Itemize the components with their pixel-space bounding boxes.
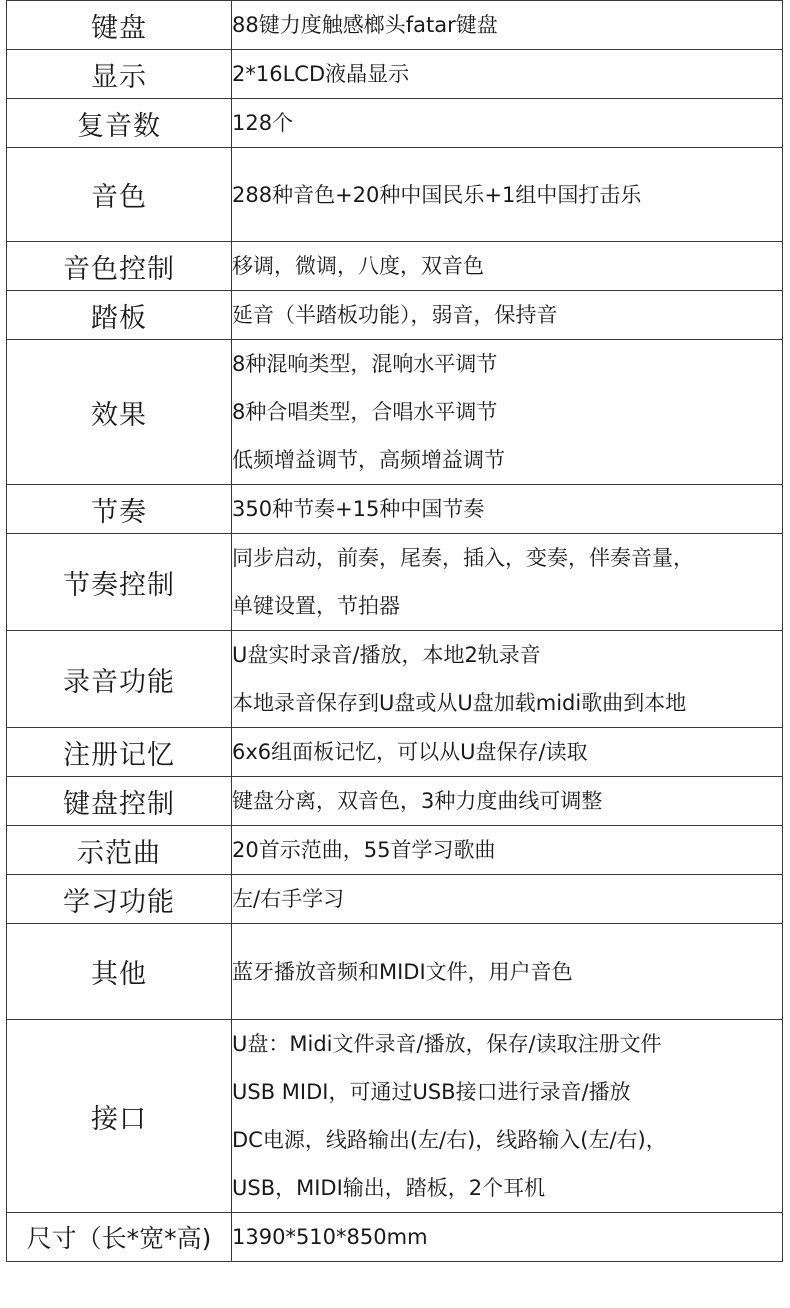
spec-value [232,1020,783,1213]
spec-value-line: 单键设置，节拍器 [232,594,400,618]
spec-label: 节奏控制 [7,534,232,631]
spec-row-pedals [7,291,783,340]
spec-label: 示范曲 [7,826,232,875]
spec-value-line: 蓝牙播放音频和MIDI文件，用户音色 [232,959,573,984]
spec-row-keyboard [7,1,783,50]
spec-row-display [7,50,783,99]
spec-value [232,728,783,777]
spec-value [232,340,783,485]
spec-value [232,826,783,875]
spec-label: 尺寸（长*宽*高) [7,1213,232,1262]
spec-value-line: 20首示范曲，55首学习歌曲 [232,838,496,862]
spec-label: 键盘 [7,1,232,50]
spec-row-dimensions [7,1213,783,1262]
spec-value-line: 延音（半踏板功能），弱音，保持音 [232,303,558,327]
spec-value [232,534,783,631]
spec-label: 学习功能 [7,875,232,924]
spec-label: 接口 [7,1020,232,1213]
spec-row-polyphony [7,99,783,148]
spec-row-registration [7,728,783,777]
spec-row-voices [7,148,783,242]
spec-row-interfaces [7,1020,783,1213]
spec-value-line: 88键力度触感榔头fatar键盘 [232,13,498,37]
spec-label: 注册记忆 [7,728,232,777]
spec-value [232,485,783,534]
spec-row-effects [7,340,783,485]
spec-value [232,291,783,340]
spec-label: 音色 [7,148,232,242]
spec-value [232,99,783,148]
spec-row-recording [7,631,783,728]
spec-label: 复音数 [7,99,232,148]
spec-row-rhythm [7,485,783,534]
spec-value [232,242,783,291]
spec-row-demo-songs [7,826,783,875]
spec-value-line: 本地录音保存到U盘或从U盘加载midi歌曲到本地 [232,691,687,715]
spec-value-line: 6x6组面板记忆，可以从U盘保存/读取 [232,740,588,764]
spec-value [232,924,783,1020]
spec-value-line: DC电源，线路输出(左/右)，线路输入(左/右)， [232,1128,667,1152]
spec-value-line: USB，MIDI输出，踏板，2个耳机 [232,1176,546,1200]
spec-row-other [7,924,783,1020]
spec-value-line: 128个 [232,111,294,135]
spec-value-line: 8种合唱类型，合唱水平调节 [232,400,498,424]
spec-value-line: 左/右手学习 [232,887,345,911]
spec-value-line: 键盘分离，双音色，3种力度曲线可调整 [232,789,603,813]
spec-value-line: 350种节奏+15种中国节奏 [232,497,485,521]
spec-row-voice-control [7,242,783,291]
spec-label: 显示 [7,50,232,99]
spec-row-rhythm-control [7,534,783,631]
spec-value [232,631,783,728]
spec-label: 踏板 [7,291,232,340]
spec-value-line: 1390*510*850mm [232,1225,428,1249]
spec-value-line: U盘：Midi文件录音/播放，保存/读取注册文件 [232,1032,662,1056]
spec-value [232,875,783,924]
spec-value-line: 低频增益调节，高频增益调节 [232,448,505,472]
spec-value-line: USB MIDI，可通过USB接口进行录音/播放 [232,1080,631,1104]
spec-value [232,1213,783,1262]
spec-row-learning [7,875,783,924]
spec-value [232,148,783,242]
spec-label: 效果 [7,340,232,485]
spec-label: 节奏 [7,485,232,534]
spec-row-keyboard-control [7,777,783,826]
spec-label: 键盘控制 [7,777,232,826]
spec-value [232,777,783,826]
spec-label: 录音功能 [7,631,232,728]
spec-value-line: 移调，微调，八度，双音色 [232,254,484,278]
spec-value-line: U盘实时录音/播放，本地2轨录音 [232,643,541,667]
spec-value-line: 8种混响类型，混响水平调节 [232,352,498,376]
spec-label: 音色控制 [7,242,232,291]
spec-value [232,1,783,50]
spec-value [232,50,783,99]
spec-label: 其他 [7,924,232,1020]
spec-value-line: 2*16LCD液晶显示 [232,62,410,86]
spec-table [6,0,783,1262]
spec-value-line: 288种音色+20种中国民乐+1组中国打击乐 [232,182,642,207]
spec-value-line: 同步启动，前奏，尾奏，插入，变奏，伴奏音量， [232,546,694,570]
